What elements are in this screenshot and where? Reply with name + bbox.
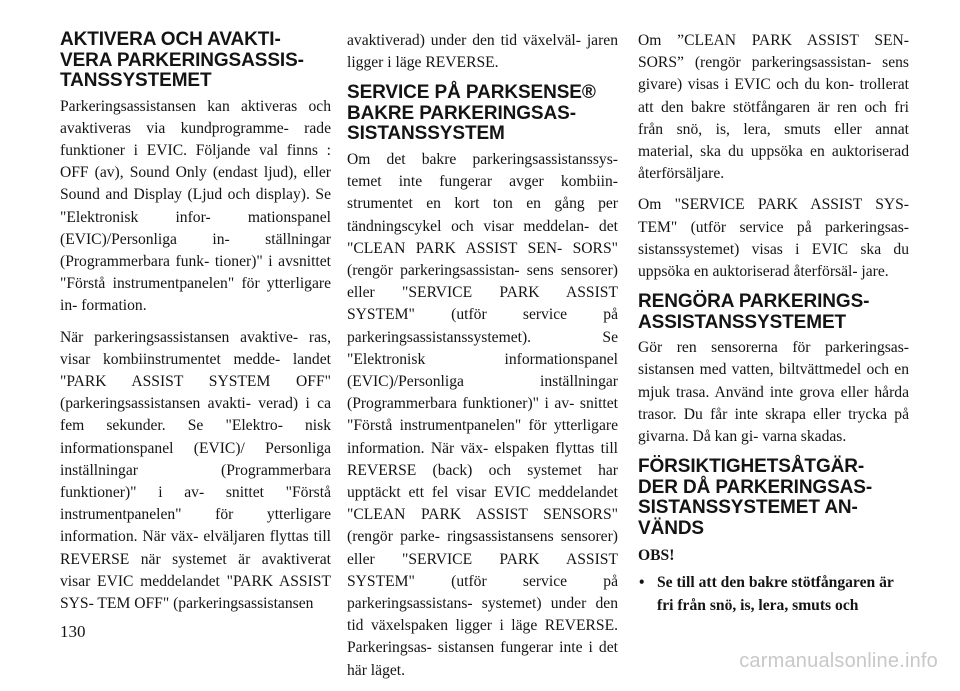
note-label: OBS! xyxy=(638,547,675,565)
watermark: carmanualsonline.info xyxy=(739,650,938,672)
heading-activate-deactivate: AKTIVERA OCH AVAKTI- VERA PARKERINGSASSIS- TANSSYSTEMET xyxy=(60,29,304,91)
heading-clean-parking-assist: RENGÖRA PARKERINGS- ASSISTANSSYSTEMET xyxy=(638,291,870,333)
page-number: 130 xyxy=(60,622,86,641)
paragraph-cleaning-instructions: Gör ren sensorerna för parkeringsas- sistansen med vatten, biltvättmedel och en mjuk trasa. Använd inte grova eller hårda trasor. Du får inte skrapa eller trycka på givarna. Då kan gi- varna skadas. xyxy=(638,339,909,446)
paragraph-service-message: Om "SERVICE PARK ASSIST SYS- TEM" (utför service på parkeringsas- sistanssystemet) visas i EVIC ska du uppsöka en auktoriserad återförsäl- jare. xyxy=(638,196,909,281)
column-3 xyxy=(638,30,909,617)
paragraph-clean-sensors-message: Om ”CLEAN PARK ASSIST SEN- SORS” (rengör parkeringsassistan- sens givare) visas i EVIC och du kon- trollerat att den bakre stötfångaren är ren och fri från snö, is, lera, smuts eller annat material, ska du uppsöka en auktoriserad återförsäljare. xyxy=(638,32,909,183)
paragraph-continued: avaktiverad) under den tid växelväl- jaren ligger i läge REVERSE. xyxy=(347,32,618,72)
note-list-item xyxy=(638,572,909,616)
paragraph-evic-options: Parkeringsassistansen kan aktiveras och avaktiveras via kundprogramme- rade funktioner i EVIC. Följande val finns : OFF (av), Sound Only (endast ljud), eller Sound and Display (Ljud och display). Se "Elektronisk infor- mationspanel (EVIC)/Personliga in- ställningar (Programmerbara funk- tioner)" i avsnittet "Förstå instrumentpanelen" för ytterligare in- formation. xyxy=(60,97,331,315)
column-1 xyxy=(60,30,331,624)
paragraph-system-off-message: När parkeringsassistansen avaktive- ras, visar kombiinstrumentet medde- landet "PARK ASSIST SYSTEM OFF" (parkeringsassistansen avakti- verad) i ca fem sekunder. Se "Elektro- nisk informationspanel (EVIC)/ Personliga inställningar (Programmerbara funktioner)" i av- snittet "Förstå instrumentpanelen" för ytterligare information. När väx- elväljaren flyttas till REVERSE när systemet är avaktiverat visar EVIC meddelandet "PARK ASSIST SYS- TEM OFF" (parkeringsassistansen xyxy=(60,328,331,612)
note-list xyxy=(638,572,909,616)
paragraph-service-fault: Om det bakre parkeringsassistanssys- temet inte fungerar avger kombiin- strumentet en kort ton en gång per tändningscykel och visar meddelan- det "CLEAN PARK ASSIST SEN- SORS" (rengör parkeringsassistan- sens sensorer) eller "SERVICE PARK ASSIST SYSTEM" (utför service på parkeringsassistanssystemet). Se "Elektronisk informationspanel (EVIC)/Personliga inställningar (Programmerbara funktioner)" i av- snittet "Förstå instrumentpanelen" för ytterligare information. När väx- elspaken flyttas till REVERSE (back) och systemet har upptäckt ett fel visar EVIC meddelandet "CLEAN PARK ASSIST SENSORS" (rengör parke- ringsassistansens sensorer) eller "SERVICE PARK ASSIST SYSTEM" (utför service på parkeringsassistans- systemet) under den tid växelspaken ligger i läge REVERSE. Parkeringsas- sistansen fungerar inte i det här läget. xyxy=(347,150,618,679)
note-list-item-text: Se till att den bakre stötfångaren är fri från snö, is, lera, smuts och xyxy=(657,574,894,614)
heading-precautions: FÖRSIKTIGHETSÅTGÄR- DER DÅ PARKERINGSAS- SISTANSSYSTEMET AN- VÄNDS xyxy=(638,456,873,539)
heading-service-parksense: SERVICE PÅ PARKSENSE® BAKRE PARKERINGSAS- SISTANSSYSTEM xyxy=(347,82,596,145)
column-2 xyxy=(347,30,618,691)
bullet-icon: • xyxy=(639,574,645,592)
